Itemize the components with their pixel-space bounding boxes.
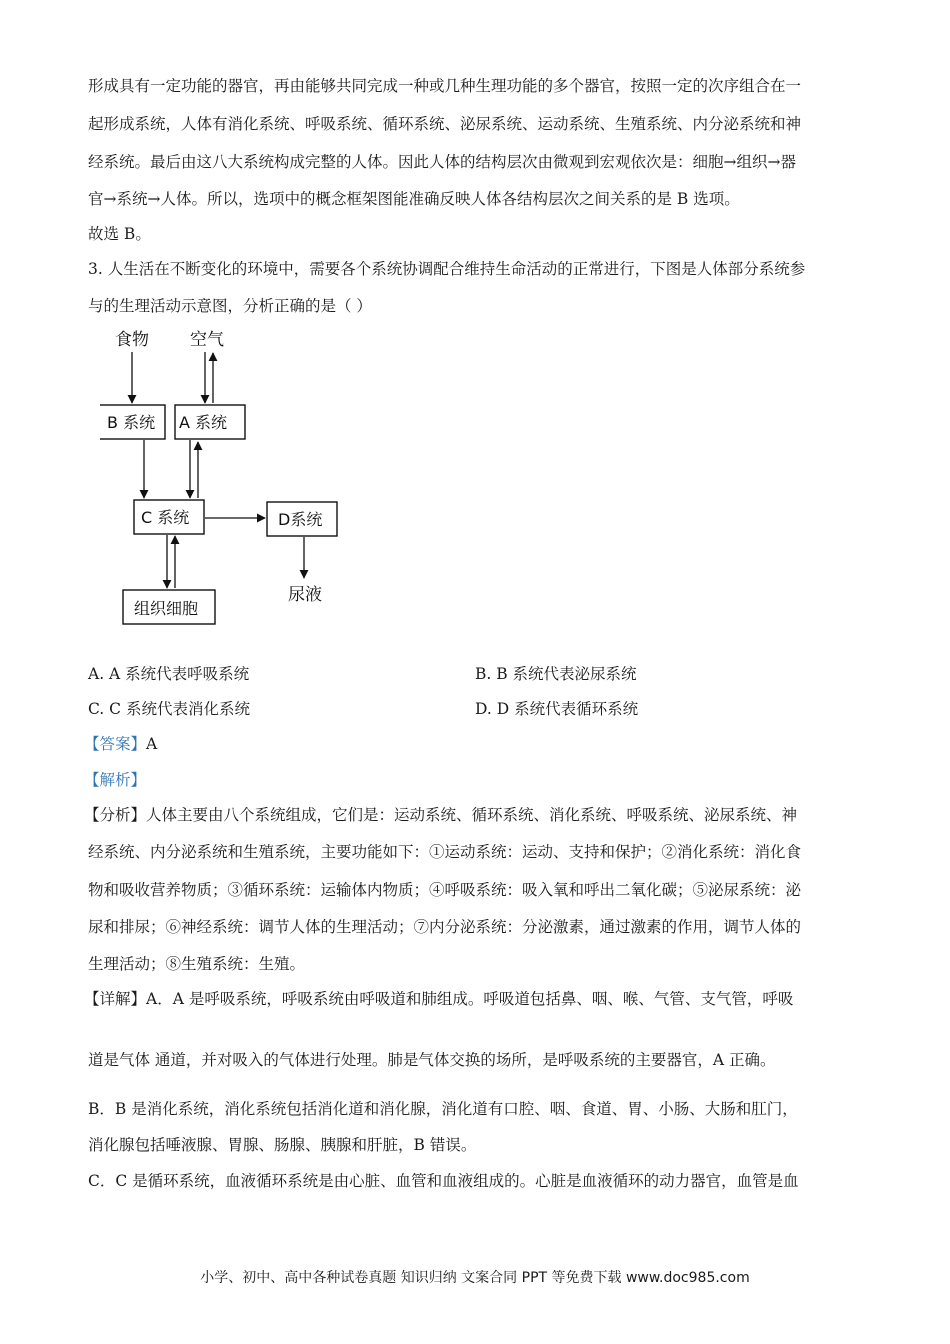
body-paragraph-line: 形成具有一定功能的器官，再由能够共同完成一种或几种生理功能的多个器官，按照一定的次序组合在一 (88, 77, 802, 95)
analysis-heading: 【解析】 (84, 771, 147, 789)
a-system-label: A 系统 (179, 413, 228, 432)
option-d: D. D 系统代表循环系统 (475, 700, 639, 718)
option-a: A. A 系统代表呼吸系统 (88, 665, 250, 683)
conclusion-line: 故选 B。 (88, 225, 151, 243)
answer-line (84, 734, 157, 754)
detail-line (84, 989, 793, 1009)
answer-value: A (146, 735, 158, 753)
analysis-line: 尿和排尿；⑥神经系统：调节人体的生理活动；⑦内分泌系统：分泌激素，通过激素的作用，调节人体的 (88, 918, 802, 936)
analysis-line: 物和吸收营养物质；③循环系统：运输体内物质；④呼吸系统：吸入氧和呼出二氧化碳；⑤泌尿系统：泌 (88, 881, 802, 899)
question-stem: 3. 人生活在不断变化的环境中，需要各个系统协调配合维持生命活动的正常进行，下图是人体部分系统参 (88, 260, 806, 278)
air-label: 空气 (190, 330, 224, 350)
question-stem: 与的生理活动示意图，分析正确的是（ ） (88, 297, 372, 315)
system-flow-diagram (100, 320, 360, 640)
b-system-label: B 系统 (107, 413, 156, 432)
body-paragraph-line: 起形成系统，人体有消化系统、呼吸系统、循环系统、泌尿系统、运动系统、生殖系统、内分泌系统和神 (88, 115, 802, 133)
detail-line: 消化腺包括唾液腺、胃腺、肠腺、胰腺和肝脏，B 错误。 (88, 1136, 477, 1154)
body-paragraph-line: 经系统。最后由这八大系统构成完整的人体。因此人体的结构层次由微观到宏观依次是：细胞→组织→器 (88, 153, 796, 171)
urine-label: 尿液 (288, 585, 322, 605)
analysis-line: 生理活动；⑧生殖系统：生殖。 (88, 955, 306, 973)
detail-line: C．C 是循环系统，血液循环系统是由心脏、血管和血液组成的。心脏是血液循环的动力器官，血管是血 (88, 1172, 799, 1190)
tissue-cells-label: 组织细胞 (134, 599, 199, 618)
analysis-tag: 【分析】 (84, 806, 147, 824)
analysis-text: 人体主要由八个系统组成，它们是：运动系统、循环系统、消化系统、呼吸系统、泌尿系统、神 (146, 806, 798, 824)
food-label: 食物 (115, 330, 149, 350)
option-c: C. C 系统代表消化系统 (88, 700, 250, 718)
page-footer: 小学、初中、高中各种试卷真题 知识归纳 文案合同 PPT 等免费下载 www.doc985.com (200, 1270, 750, 1286)
detail-text: A．A 是呼吸系统，呼吸系统由呼吸道和肺组成。呼吸道包括鼻、咽、喉、气管、支气管，呼吸 (146, 990, 794, 1008)
option-b: B. B 系统代表泌尿系统 (475, 665, 637, 683)
d-system-label: D系统 (278, 510, 323, 529)
c-system-label: C 系统 (141, 508, 190, 527)
body-paragraph-line: 官→系统→人体。所以，选项中的概念框架图能准确反映人体各结构层次之间关系的是 B 选项。 (88, 190, 740, 208)
detail-line: 道是气体 通道，并对吸入的气体进行处理。肺是气体交换的场所，是呼吸系统的主要器官，A 正确。 (88, 1051, 776, 1069)
analysis-line (84, 805, 797, 825)
detail-tag: 【详解】 (84, 990, 147, 1008)
detail-line: B．B 是消化系统，消化系统包括消化道和消化腺，消化道有口腔、咽、食道、胃、小肠、大肠和肛门， (88, 1100, 798, 1118)
answer-tag: 【答案】 (84, 735, 147, 753)
analysis-line: 经系统、内分泌系统和生殖系统，主要功能如下：①运动系统：运动、支持和保护；②消化系统：消化食 (88, 843, 802, 861)
